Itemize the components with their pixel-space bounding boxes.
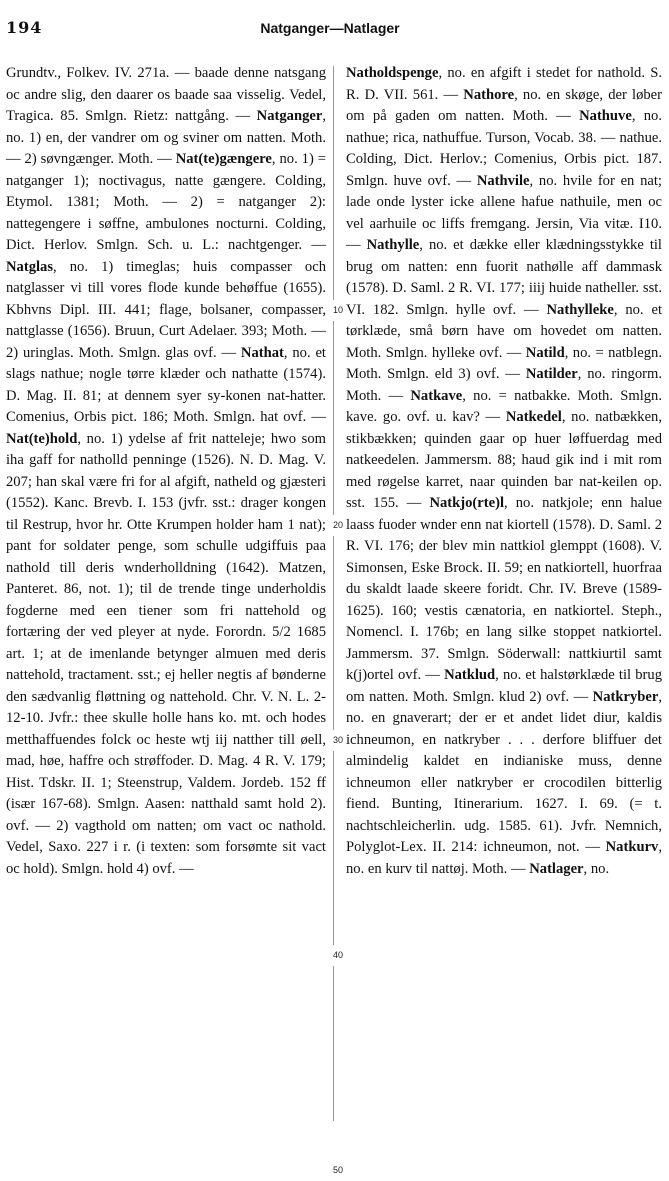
line-number-20: 20: [329, 515, 347, 537]
headword: Natkurv: [606, 839, 659, 855]
headword: Nat(te)gængere: [176, 151, 272, 167]
headword: Natkedel: [506, 409, 562, 425]
line-number-10: 10: [329, 300, 347, 322]
headword: Nathylleke: [547, 302, 614, 318]
left-column-text: [6, 63, 326, 880]
headword: Nathuve: [579, 108, 632, 124]
left-column: [6, 63, 326, 880]
right-column-text: [346, 63, 662, 880]
headword: Natkjo(rte)l: [429, 495, 504, 511]
page-number: 194: [6, 18, 42, 37]
entry-text: , no. et slags nathue; nogle tørre klæder och nathatte (1574). D. Mag. II. 81; at dennem syer sy-konen nat-hatter. Comenius, Orbis pict. 186; Moth. Smlgn. hat ovf. —: [6, 345, 326, 426]
entry-text: , no. 1) = natganger 1); noctivagus, natte gængere. Colding, Etymol. 1381; Moth. — 2) = natganger 2): nattegengere i søffne, ambulones nocturni. Colding, Dict. Herlov. Smlgn. Sch. u. L.: nachtgenger. —: [6, 151, 326, 253]
entry-text: , no. en gnaverart; der er et andet lidet diur, kaldis ichneumon, en natkryber . . . derfore bliffuer det almindelig kaldet en indianiske muss, denne ichneumon eller natkryber er crocodilen bitterlig fiend. Bunting, Itinerarium. 1627. I. 69. (= t. nachtschleicherlin. udg. 1585. 61). Jvfr. Nemnich, Polyglot-Lex. II. 214: ichneumon, not. —: [346, 689, 662, 856]
right-column: [346, 63, 662, 880]
headword: Nathore: [463, 87, 514, 103]
headword: Natkave: [410, 388, 462, 404]
line-number-40: 40: [329, 945, 347, 967]
entry-text: , no. natkjole; enn halue laass fuoder wnder enn nat kiortell (1578). D. Saml. 2 R. VI. 176; der blev min nattkiol glemppt (1608). V. Simonsen, Eske Brock. II. 59; en natkiortell, huorfraa du skaldt laade skeere foridt. Chr. IV. Breve (1589-1625). 160; vestis cænatoria, en natkiortel. Steph., Nomencl. I. 176b; en lang silke stoppet natkiortel. Jammersm. 37. Smlgn. Söderwall: nattkiurtil samt k(j)ortel ovf. —: [346, 495, 662, 683]
headword: Nathvile: [477, 173, 530, 189]
entry-text: , no.: [584, 861, 610, 877]
entry-text: , no. = natblegn. Moth. Smlgn. eld 3) ovf. —: [346, 345, 662, 383]
entry-text: Grundtv., Folkev. IV. 271a. — baade denne natsgang oc andre slig, den daarer os baade saa visselig. Vedel, Tragica. 85. Smlgn. Rietz: nattgång. —: [6, 65, 326, 124]
headword: Nathat: [241, 345, 284, 361]
entry-text: , no. nathue; rica, nathuffue. Turson, Vocab. 38. — nathue. Colding, Dict. Herlov.; Comenius, Orbis pict. 187. Smlgn. huve ovf. —: [346, 108, 662, 189]
entry-text: , no. et tørklæde, små børn have om hovedet om natten. Moth. Smlgn. hylleke ovf. —: [346, 302, 662, 361]
headword: Natkryber: [593, 689, 659, 705]
line-number-50: 50: [329, 1160, 347, 1181]
entry-text: , no. 1) timeglas; huis compasser och natglasser vi till vores flode kunde behøffue (1655). Kbhvns Dipl. III. 441; flage, bolsaner, compasser, nattglasse (1656). Bruun, Curt Adelaer. 393; Moth. — 2) uringlas. Moth. Smlgn. glas ovf. —: [6, 259, 326, 361]
headword: Natild: [526, 345, 565, 361]
entry-text: , no. = natbakke. Moth. Smlgn. kave. go. ovf. u. kav? —: [346, 388, 662, 426]
entry-text: , no. en afgift i stedet for nathold. S. R. D. VII. 561. —: [346, 65, 662, 103]
running-head: Natganger—Natlager: [230, 20, 430, 36]
headword: Nathylle: [367, 237, 420, 253]
page-header: [0, 0, 669, 40]
entry-text: , no. ringorm. Moth. —: [346, 366, 662, 404]
headword: Natklud: [444, 667, 495, 683]
headword: Natglas: [6, 259, 53, 275]
line-number-30: 30: [329, 730, 347, 752]
headword: Natlager: [529, 861, 583, 877]
headword: Natganger: [257, 108, 323, 124]
entry-text: , no. 1) en, der vandrer om og sviner om natten. Moth. — 2) søvngænger. Moth. —: [6, 108, 326, 167]
entry-text: , no. hvile for en nat; lade onde lyster icke allene hafue nathuile, men oc vel aarhuile oc liffs fremgang. Jersin, Via vitæ. I10. —: [346, 173, 662, 254]
entry-text: , no. et halstørklæde til brug om natten. Moth. Smlgn. klud 2) ovf. —: [346, 667, 662, 705]
entry-text: , no. natbækken, stikbækken; quinden gaar op huer løffuerdag med natkeedelen. Jammersm. 88; haud gik ind i mit rom med røgelse karret, naar quinden bar nat-keilen op. sst. 155. —: [346, 409, 662, 511]
headword: Natilder: [526, 366, 578, 382]
entry-text: , no. en skøge, der løber om på gaden om natten. Moth. —: [346, 87, 662, 125]
entry-text: , no. 1) ydelse af frit natteleje; hwo som iha gaff for natholld penninge (1526). N. D. Mag. V. 207; han skal være fri for al afgift, natheld og gjæsteri (1552). Kanc. Brevb. I. 153 (jvfr. sst.: drager kongen til Restrup, hvor hr. Otte Krumpen holder ham 1 nat); pant for soldater penge, som schulle udgiffuis paa nathold till deris wnderholldning (1642). Matzen, Panteret. 86, not. 1); til de trende tinge underholdis fogderne med een tiener som fri nattehold og fortæring der ved pleyer at nyde. Forordn. 5/2 1685 art. 1; at de imenlande betynger almuen med deris nattehold, tractament. sst.; ej heller negtis af bønderne den sædvanlig fløttning og nattehold. Chr. V. N. L. 2-12-10. Jvfr.: thee skulle holle hans ko. mt. och hodes metthaffuendes folck oc heste wtj iij natther till øell, mad, høe, haffre och strøffoder. D. Mag. 4 R. V. 179; Hist. Tdskr. II. 1; Steenstrup, Valdem. Jordeb. 152 ff (især 167-68). Smlgn. Aasen: natthald samt hold 2). ovf. — 2) vagthold om natten; om vact oc nathold. Vedel, Saxo. 227 i r. (i texten: som forsømte sit vact oc hold). Smlgn. hold 4) ovf. —: [6, 431, 326, 877]
entry-text: , no. en kurv til nattøj. Moth. —: [346, 839, 662, 877]
headword: Natholdspenge: [346, 65, 438, 81]
headword: Nat(te)hold: [6, 431, 77, 447]
entry-text: , no. et dække eller klædningsstykke til brug om natten: enn fuorit nathølle aff dammask (1578). D. Saml. 2 R. VI. 177; iiij huide natheller. sst. VI. 182. Smlgn. hylle ovf. —: [346, 237, 662, 318]
